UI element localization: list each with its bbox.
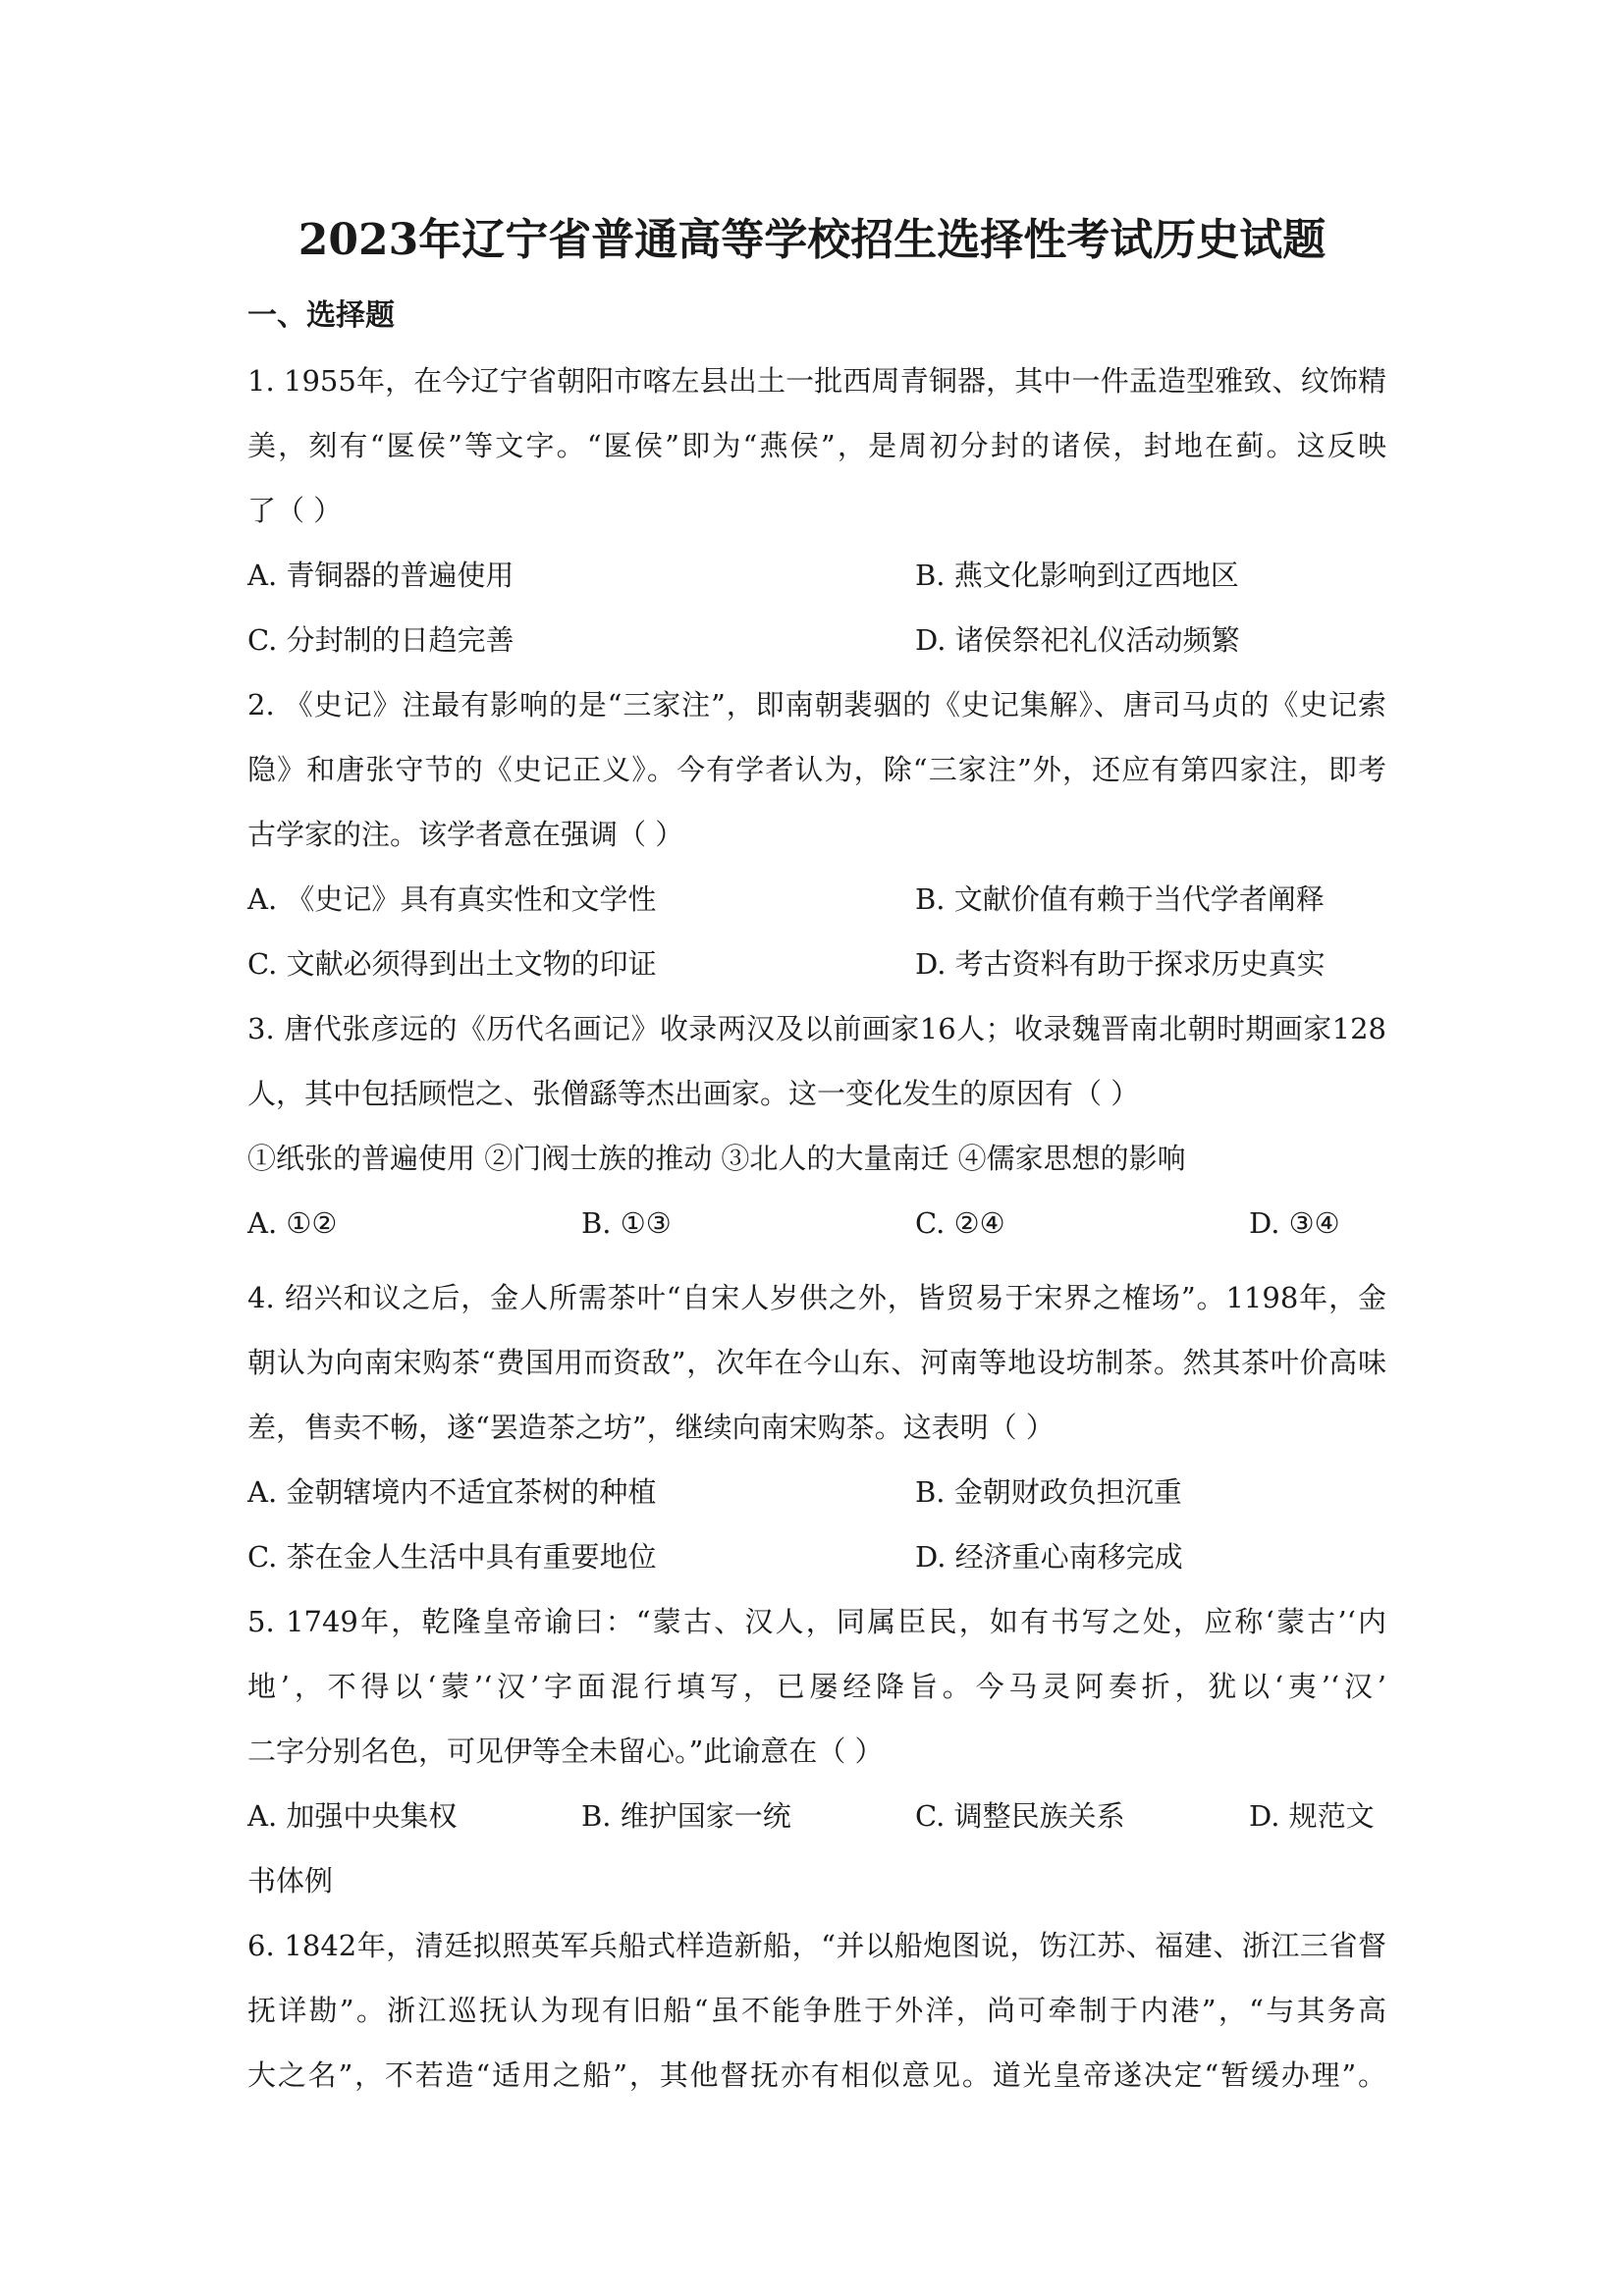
- q4-line-2: 朝认为向南宋购茶“费国用而资敌”，次年在今山东、河南等地设坊制茶。然其茶叶价高味: [247, 1346, 1386, 1379]
- q5-line-2: 地’，不得以‘蒙’‘汉’字面混行填写，已屡经降旨。今马灵阿奏折，犹以‘夷’‘汉’: [247, 1670, 1386, 1703]
- q5-option-d: D. 规范文: [1249, 1799, 1375, 1833]
- q2-line-1: 2. 《史记》注最有影响的是“三家注”，即南朝裴骃的《史记集解》、唐司马贞的《史记索: [247, 688, 1386, 721]
- q2-option-c: C. 文献必须得到出土文物的印证: [247, 947, 657, 981]
- q3-line-1: 3. 唐代张彦远的《历代名画记》收录两汉及以前画家16人；收录魏晋南北朝时期画家128: [247, 1012, 1386, 1045]
- q4-option-d: D. 经济重心南移完成: [915, 1540, 1183, 1574]
- q6-line-1: 6. 1842年，清廷拟照英军兵船式样造新船，“并以船炮图说，饬江苏、福建、浙江三省督: [247, 1929, 1386, 1962]
- q3-option-d: D. ③④: [1249, 1206, 1340, 1240]
- q4-line-3: 差，售卖不畅，遂“罢造茶之坊”，继续向南宋购茶。这表明（ ）: [247, 1411, 1055, 1444]
- q4-option-c: C. 茶在金人生活中具有重要地位: [247, 1540, 657, 1574]
- q3-line-3: ①纸张的普遍使用 ②门阀士族的推动 ③北人的大量南迁 ④儒家思想的影响: [247, 1142, 1186, 1175]
- q6-line-2: 抚详勘”。浙江巡抚认为现有旧船“虽不能争胜于外洋，尚可牵制于内港”，“与其务高: [247, 1994, 1386, 2027]
- q1-option-d: D. 诸侯祭祀礼仪活动频繁: [915, 623, 1240, 657]
- q1-option-b: B. 燕文化影响到辽西地区: [915, 559, 1239, 592]
- q1-line-1: 1. 1955年，在今辽宁省朝阳市喀左县出土一批西周青铜器，其中一件盂造型雅致、纹饰精: [247, 364, 1386, 398]
- q2-option-a: A. 《史记》具有真实性和文学性: [247, 882, 657, 916]
- q5-option-a: A. 加强中央集权: [247, 1799, 458, 1833]
- q4-option-b: B. 金朝财政负担沉重: [915, 1475, 1182, 1509]
- q5-line-3: 二字分别名色，可见伊等全未留心。”此谕意在（ ）: [247, 1735, 884, 1768]
- q3-line-2: 人，其中包括顾恺之、张僧繇等杰出画家。这一变化发生的原因有（ ）: [247, 1077, 1140, 1110]
- q5-line-1: 5. 1749年，乾隆皇帝谕曰：“蒙古、汉人，同属臣民，如有书写之处，应称‘蒙古’‘内: [247, 1605, 1386, 1638]
- page-title: 2023年辽宁省普通高等学校招生选择性考试历史试题: [298, 215, 1326, 265]
- q3-option-c: C. ②④: [915, 1206, 1005, 1240]
- q5-option-c: C. 调整民族关系: [915, 1799, 1125, 1833]
- q3-option-b: B. ①③: [581, 1206, 672, 1240]
- q2-option-d: D. 考古资料有助于探求历史真实: [915, 947, 1326, 981]
- q4-line-1: 4. 绍兴和议之后，金人所需茶叶“自宋人岁供之外，皆贸易于宋界之榷场”。1198年，金: [247, 1281, 1386, 1314]
- q1-line-2: 美，刻有“匽侯”等文字。“匽侯”即为“燕侯”，是周初分封的诸侯，封地在蓟。这反映: [247, 429, 1386, 462]
- q1-option-c: C. 分封制的日趋完善: [247, 623, 514, 657]
- q4-option-a: A. 金朝辖境内不适宜茶树的种植: [247, 1475, 657, 1509]
- q5-option-b: B. 维护国家一统: [581, 1799, 791, 1833]
- q3-option-a: A. ①②: [247, 1206, 338, 1240]
- q5-option-d-continuation: 书体例: [247, 1864, 334, 1897]
- section-heading: 一、选择题: [247, 298, 395, 333]
- q6-line-3: 大之名”，不若造“适用之船”，其他督抚亦有相似意见。道光皇帝遂决定“暂缓办理”。: [247, 2058, 1386, 2092]
- q2-line-3: 古学家的注。该学者意在强调（ ）: [247, 818, 684, 851]
- q2-line-2: 隐》和唐张守节的《史记正义》。今有学者认为，除“三家注”外，还应有第四家注，即考: [247, 753, 1386, 786]
- q1-option-a: A. 青铜器的普遍使用: [247, 559, 514, 592]
- q2-option-b: B. 文献价值有赖于当代学者阐释: [915, 882, 1325, 916]
- q1-line-3: 了（ ）: [247, 494, 343, 527]
